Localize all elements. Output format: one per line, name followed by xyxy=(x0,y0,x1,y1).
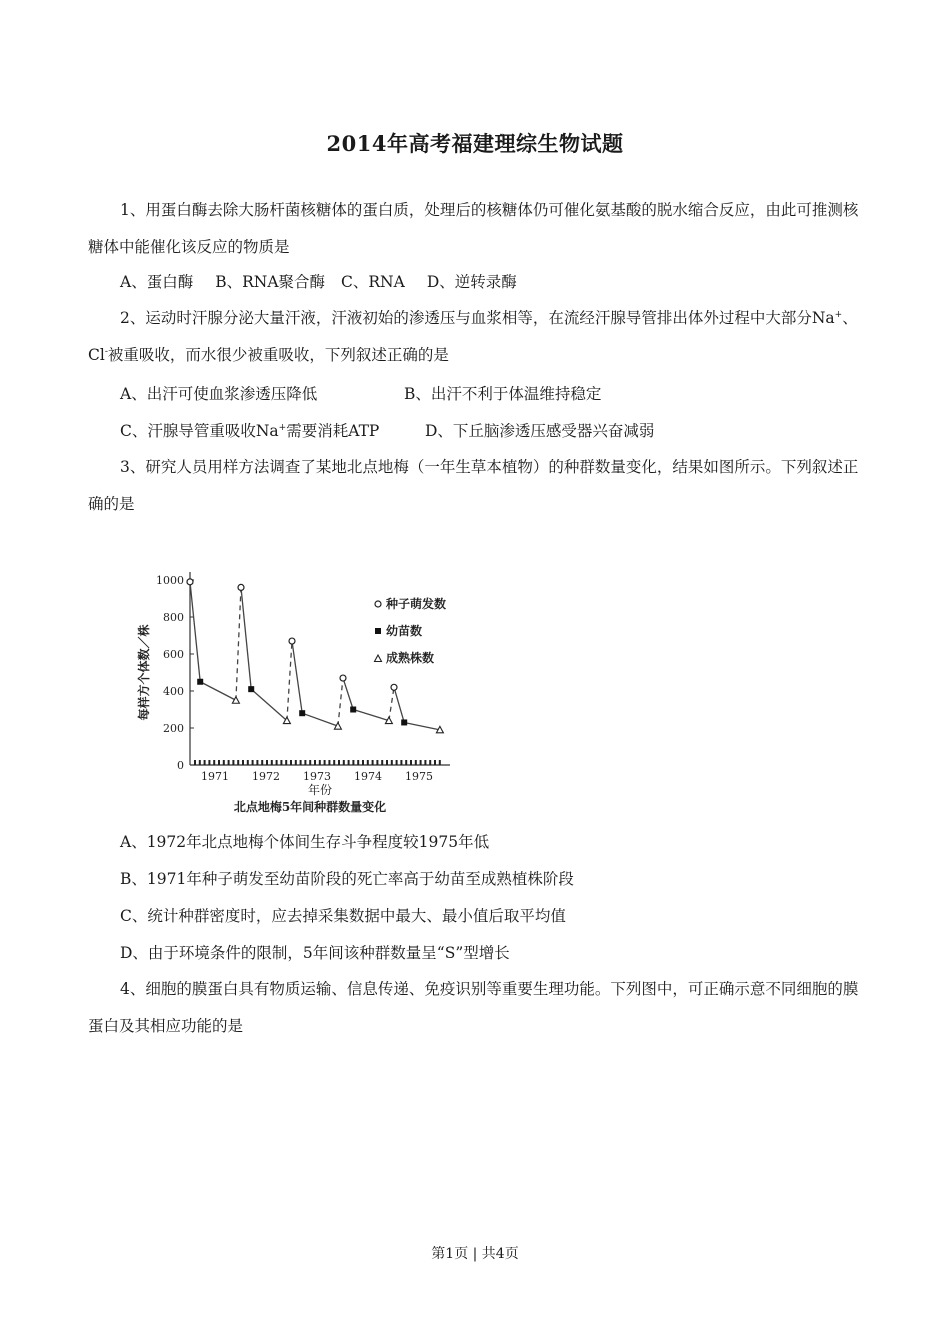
legend-label: 幼苗数 xyxy=(386,624,423,638)
x-baseline-marker xyxy=(314,760,316,765)
y-axis-label: 每样方个体数／株 xyxy=(137,624,151,721)
y-tick-label: 800 xyxy=(163,611,184,624)
x-baseline-marker xyxy=(223,760,225,765)
x-baseline-marker xyxy=(247,760,249,765)
question-4-stem: 4、细胞的膜蛋白具有物质运输、信息传递、免疫识别等重要生理功能。下列图中，可正确示意不同细胞的膜蛋白及其相应功能的是 xyxy=(88,980,859,1035)
x-baseline-marker xyxy=(324,760,326,765)
legend-seedling-marker xyxy=(375,628,381,634)
x-baseline-marker xyxy=(309,760,311,765)
page-footer: 第1页 | 共4页 xyxy=(431,1246,519,1262)
y-tick-label: 0 xyxy=(177,759,184,772)
q2-sup: + xyxy=(278,422,287,433)
x-baseline-marker xyxy=(381,760,383,765)
solid-segment xyxy=(353,710,389,721)
x-baseline-marker xyxy=(400,760,402,765)
x-baseline-marker xyxy=(343,760,345,765)
q2-sup: - xyxy=(104,346,108,357)
x-baseline-marker xyxy=(232,760,234,765)
x-baseline-marker xyxy=(410,760,412,765)
seed-germination-point xyxy=(238,584,244,590)
q2-stem-part: 、Cl xyxy=(88,309,858,364)
x-baseline-marker xyxy=(362,760,364,765)
x-baseline-marker xyxy=(276,760,278,765)
seed-germination-point xyxy=(391,684,397,690)
q3-option-b: B、1971年种子萌发至幼苗阶段的死亡率高于幼苗至成熟植株阶段 xyxy=(120,870,574,888)
x-baseline-marker xyxy=(218,760,220,765)
q2-option-c-text: C、汗腺导管重吸收Na xyxy=(120,422,279,440)
solid-segment xyxy=(251,689,287,720)
x-baseline-marker xyxy=(434,760,436,765)
x-tick-label: 1975 xyxy=(405,770,433,783)
solid-segment xyxy=(394,687,404,722)
q1-option-b: B、RNA聚合酶 xyxy=(215,273,326,291)
q1-option-a: A、蛋白酶 xyxy=(120,273,194,291)
x-baseline-marker xyxy=(415,760,417,765)
x-baseline-marker xyxy=(285,760,287,765)
question-1-options xyxy=(120,270,517,294)
q2-option-a: A、出汗可使血浆渗透压降低 xyxy=(120,385,318,403)
x-baseline-marker xyxy=(228,760,230,765)
x-baseline-marker xyxy=(429,760,431,765)
x-baseline-marker xyxy=(367,760,369,765)
x-baseline-marker xyxy=(420,760,422,765)
solid-segment xyxy=(302,713,338,726)
x-baseline-marker xyxy=(357,760,359,765)
solid-segment xyxy=(343,678,353,709)
chart-svg xyxy=(120,528,480,823)
x-baseline-marker xyxy=(300,760,302,765)
q1-option-d: D、逆转录酶 xyxy=(426,273,517,291)
x-baseline-marker xyxy=(348,760,350,765)
x-baseline-marker xyxy=(319,760,321,765)
x-baseline-marker xyxy=(290,760,292,765)
q1-option-c: C、RNA xyxy=(341,273,405,291)
q3-option-a: A、1972年北点地梅个体间生存斗争程度较1975年低 xyxy=(120,833,490,851)
population-chart xyxy=(120,528,480,823)
solid-segment xyxy=(200,682,236,701)
q2-stem-part: 2、运动时汗腺分泌大量汗液，汗液初始的渗透压与血浆相等，在流经汗腺导管排出体外过程中大部分Na xyxy=(120,309,835,327)
solid-segment xyxy=(404,722,440,729)
seedling-point xyxy=(248,686,254,692)
x-baseline-marker xyxy=(261,760,263,765)
seedling-point xyxy=(299,710,305,716)
x-tick-label: 1974 xyxy=(354,770,382,783)
x-baseline-marker xyxy=(194,760,196,765)
seed-germination-point xyxy=(187,579,193,585)
dashed-segment xyxy=(338,678,343,726)
chart-caption: 北点地梅5年间种群数量变化 xyxy=(233,800,387,814)
legend-label: 成熟株数 xyxy=(386,651,435,665)
x-tick-label: 1972 xyxy=(252,770,280,783)
y-tick-label: 600 xyxy=(163,648,184,661)
q2-option-c xyxy=(120,419,379,443)
x-baseline-marker xyxy=(242,760,244,765)
q2-option-b: B、出汗不利于体温维持稳定 xyxy=(404,385,602,403)
x-baseline-marker xyxy=(208,760,210,765)
x-baseline-marker xyxy=(256,760,258,765)
x-baseline-marker xyxy=(199,760,201,765)
q2-option-d: D、下丘脑渗透压感受器兴奋减弱 xyxy=(425,422,655,440)
seedling-point xyxy=(401,719,407,725)
seedling-point xyxy=(197,679,203,685)
x-baseline-marker xyxy=(439,760,441,765)
x-baseline-marker xyxy=(391,760,393,765)
y-tick-label: 1000 xyxy=(156,574,184,587)
page-title: 2014年高考福建理综生物试题 xyxy=(326,131,624,156)
x-baseline-marker xyxy=(372,760,374,765)
x-baseline-marker xyxy=(338,760,340,765)
y-tick-label: 400 xyxy=(163,685,184,698)
x-baseline-marker xyxy=(405,760,407,765)
x-baseline-marker xyxy=(333,760,335,765)
x-baseline-marker xyxy=(304,760,306,765)
question-3-stem: 3、研究人员用样方法调查了某地北点地梅（一年生草本植物）的种群数量变化，结果如图所示。下列叙述正确的是 xyxy=(88,458,859,513)
legend-seed-marker xyxy=(375,601,381,607)
x-baseline-marker xyxy=(266,760,268,765)
dashed-segment xyxy=(236,587,241,700)
x-baseline-marker xyxy=(237,760,239,765)
q2-sup: + xyxy=(834,309,843,320)
legend-mature-marker xyxy=(375,655,382,662)
x-baseline-marker xyxy=(328,760,330,765)
x-baseline-marker xyxy=(386,760,388,765)
x-baseline-marker xyxy=(252,760,254,765)
mature-plant-point xyxy=(232,697,239,704)
solid-segment xyxy=(292,641,302,713)
solid-segment xyxy=(190,582,200,682)
seed-germination-point xyxy=(340,675,346,681)
x-tick-label: 1973 xyxy=(303,770,331,783)
dashed-segment xyxy=(389,687,394,720)
x-baseline-marker xyxy=(280,760,282,765)
q3-option-c: C、统计种群密度时，应去掉采集数据中最大、最小值后取平均值 xyxy=(120,907,566,925)
q2-stem-part: 被重吸收，而水很少被重吸收，下列叙述正确的是 xyxy=(107,346,449,364)
x-tick-label: 1971 xyxy=(201,770,229,783)
x-baseline-marker xyxy=(376,760,378,765)
question-2-stem xyxy=(88,300,868,374)
solid-segment xyxy=(241,587,251,689)
y-tick-label: 200 xyxy=(163,722,184,735)
legend-label: 种子萌发数 xyxy=(386,597,447,611)
x-baseline-marker xyxy=(271,760,273,765)
seed-germination-point xyxy=(289,638,295,644)
x-baseline-marker xyxy=(213,760,215,765)
q3-option-d: D、由于环境条件的限制，5年间该种群数量呈“S”型增长 xyxy=(120,944,510,962)
q2-option-c-text: 需要消耗ATP xyxy=(286,422,380,440)
x-baseline-marker xyxy=(424,760,426,765)
seedling-point xyxy=(350,707,356,713)
x-baseline-marker xyxy=(352,760,354,765)
x-baseline-marker xyxy=(204,760,206,765)
x-baseline-marker xyxy=(396,760,398,765)
dashed-segment xyxy=(287,641,292,721)
x-baseline-marker xyxy=(295,760,297,765)
question-1-stem: 1、用蛋白酶去除大肠杆菌核糖体的蛋白质，处理后的核糖体仍可催化氨基酸的脱水缩合反应，由此可推测核糖体中能催化该反应的物质是 xyxy=(88,201,859,256)
x-axis-label: 年份 xyxy=(307,783,333,797)
